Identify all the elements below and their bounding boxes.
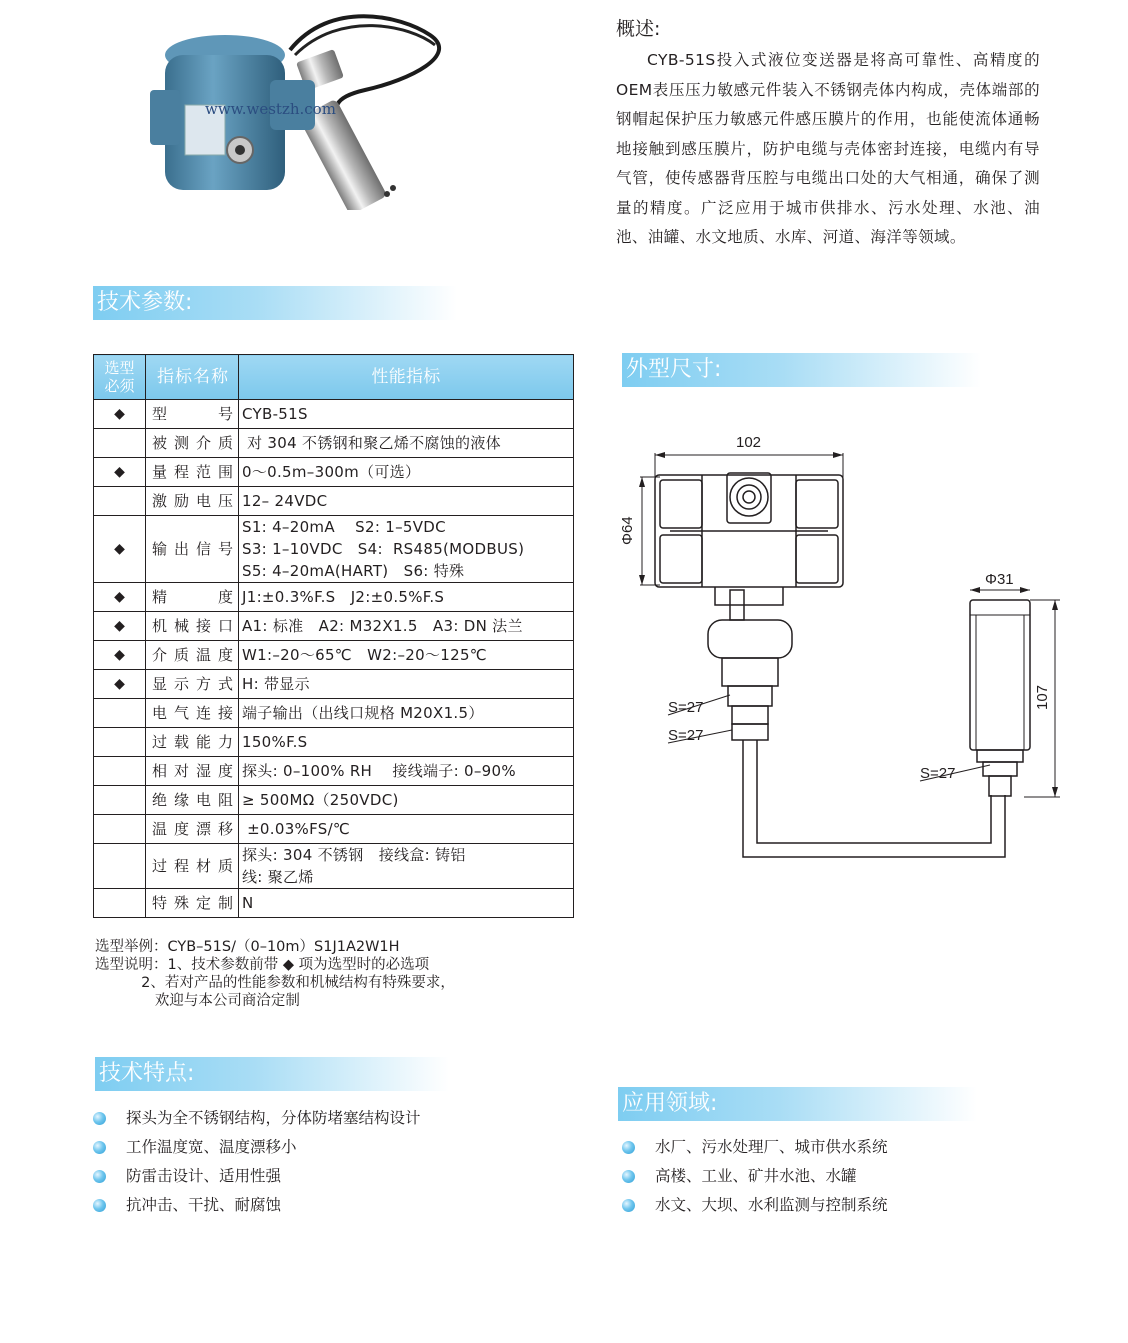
spec-value-line: CYB-51S: [242, 405, 308, 423]
spec-name: 温度漂移: [146, 815, 239, 844]
required-mark: ◆: [94, 641, 146, 670]
dimension-drawing: [600, 425, 1070, 875]
spec-value-line: S3: 1–10VDC S4: RS485(MODBUS): [242, 540, 525, 558]
features-banner: 技术特点:: [95, 1057, 449, 1091]
spec-name: 电气连接: [146, 699, 239, 728]
list-item-text: 水文、大坝、水利监测与控制系统: [655, 1196, 888, 1214]
header-required-line2: 必须: [104, 377, 135, 395]
table-row: [94, 458, 574, 487]
diameter-label: Φ64: [619, 516, 636, 545]
table-row: [94, 889, 574, 918]
list-item: [622, 1191, 888, 1220]
list-item: [622, 1133, 888, 1162]
required-mark: ◆: [94, 400, 146, 429]
spec-value-line: J1:±0.3%F.S J2:±0.5%F.S: [242, 588, 445, 606]
list-item: [93, 1104, 421, 1133]
spec-value: [239, 786, 574, 815]
bullet-icon: [622, 1199, 635, 1212]
spec-value: [239, 458, 574, 487]
table-row: [94, 728, 574, 757]
spec-value-line: 对 304 不锈钢和聚乙烯不腐蚀的液体: [242, 434, 501, 452]
required-mark: ◆: [94, 583, 146, 612]
spec-value-line: N: [242, 894, 254, 912]
bullet-icon: [93, 1199, 106, 1212]
selection-notes: [95, 938, 455, 1010]
bullet-icon: [93, 1170, 106, 1183]
spec-value: [239, 699, 574, 728]
required-mark: [94, 429, 146, 458]
probe-length-label: 107: [1034, 684, 1051, 710]
required-mark: [94, 786, 146, 815]
list-item-text: 抗冲击、干扰、耐腐蚀: [126, 1196, 282, 1214]
hex-label-1: S=27: [668, 699, 704, 716]
table-header-row: [94, 355, 574, 400]
selection-desc-1: 选型说明：1、技术参数前带 ◆ 项为选型时的必选项: [95, 957, 430, 973]
list-item: [93, 1191, 421, 1220]
required-mark: [94, 487, 146, 516]
header-name: 指标名称: [146, 355, 239, 400]
overview-title: 概述:: [616, 18, 661, 40]
bullet-icon: [622, 1141, 635, 1154]
product-photo: [130, 10, 510, 210]
features-list: [93, 1104, 421, 1220]
required-mark: [94, 728, 146, 757]
spec-name: 相对湿度: [146, 757, 239, 786]
required-mark: [94, 757, 146, 786]
spec-name: 过程材质: [146, 844, 239, 889]
spec-name: 激励电压: [146, 487, 239, 516]
spec-value: [239, 612, 574, 641]
spec-name: 过载能力: [146, 728, 239, 757]
table-row: [94, 429, 574, 458]
table-row: [94, 786, 574, 815]
list-item: [93, 1162, 421, 1191]
selection-example: 选型举例：CYB–51S/（0–10m）S1J1A2W1H: [95, 939, 400, 955]
spec-name: 机械接口: [146, 612, 239, 641]
spec-value-line: 150%F.S: [242, 733, 308, 751]
spec-value: [239, 728, 574, 757]
list-item-text: 高楼、工业、矿井水池、水罐: [655, 1167, 857, 1185]
required-mark: ◆: [94, 670, 146, 699]
spec-value-line: 端子输出（出线口规格 M20X1.5）: [242, 704, 484, 722]
spec-value-line: W1:–20～65℃ W2:–20～125℃: [242, 646, 487, 664]
spec-value: [239, 844, 574, 889]
spec-value-line: 探头: 0–100% RH 接线端子: 0–90%: [242, 762, 516, 780]
spec-value-line: ±0.03%FS/℃: [242, 820, 351, 838]
bullet-icon: [622, 1170, 635, 1183]
spec-value: [239, 429, 574, 458]
overview-text: CYB-51S投入式液位变送器是将高可靠性、高精度的OEM表压压力敏感元件装入不锈钢壳体内构成，壳体端部的钢帽起保护压力敏感元件感压膜片的作用，也能使流体通畅地接触到感压膜片，防护电缆与壳体密封连接，电缆内有导气管，使传感器背压腔与电缆出口处的大气相通，确保了测量的精度。广泛应用于城市供排水、污水处理、水池、油池、油罐、水文地质、水库、河道、海洋等领域。: [616, 51, 1040, 246]
table-row: [94, 487, 574, 516]
table-row: [94, 400, 574, 429]
list-item: [93, 1133, 421, 1162]
spec-value: [239, 641, 574, 670]
spec-value-line: 12– 24VDC: [242, 492, 328, 510]
spec-value-line: 线: 聚乙烯: [242, 868, 314, 886]
required-mark: ◆: [94, 612, 146, 641]
spec-value: [239, 516, 574, 583]
spec-value: [239, 400, 574, 429]
table-row: [94, 612, 574, 641]
bullet-icon: [93, 1112, 106, 1125]
width-label: 102: [736, 434, 762, 451]
list-item: [622, 1162, 888, 1191]
required-mark: [94, 844, 146, 889]
spec-name: 被测介质: [146, 429, 239, 458]
spec-name: 精度: [146, 583, 239, 612]
selection-desc-3: 欢迎与本公司商洽定制: [95, 993, 300, 1009]
spec-name: 介质温度: [146, 641, 239, 670]
header-required-line1: 选型: [104, 359, 135, 377]
applications-list: [622, 1133, 888, 1220]
spec-value: [239, 889, 574, 918]
hex-label-2: S=27: [668, 727, 704, 744]
required-mark: ◆: [94, 458, 146, 487]
required-mark: ◆: [94, 516, 146, 583]
list-item-text: 水厂、污水处理厂、城市供水系统: [655, 1138, 888, 1156]
spec-value-line: ≥ 500MΩ（250VDC): [242, 791, 399, 809]
required-mark: [94, 889, 146, 918]
spec-name: 绝缘电阻: [146, 786, 239, 815]
watermark: www.westzh.com: [205, 100, 336, 118]
required-mark: [94, 815, 146, 844]
table-row: [94, 844, 574, 889]
spec-value: [239, 757, 574, 786]
spec-value-line: 0～0.5m–300m（可选）: [242, 463, 421, 481]
spec-name: 输出信号: [146, 516, 239, 583]
spec-name: 显示方式: [146, 670, 239, 699]
spec-name: 特殊定制: [146, 889, 239, 918]
spec-value-line: 探头: 304 不锈钢 接线盒: 铸铝: [242, 846, 466, 864]
table-row: [94, 516, 574, 583]
list-item-text: 探头为全不锈钢结构，分体防堵塞结构设计: [126, 1109, 421, 1127]
list-item-text: 工作温度宽、温度漂移小: [126, 1138, 297, 1156]
spec-name: 型号: [146, 400, 239, 429]
bullet-icon: [93, 1141, 106, 1154]
spec-value-line: S1: 4–20mA S2: 1–5VDC: [242, 518, 446, 536]
tech-params-banner: 技术参数:: [93, 286, 457, 320]
table-row: [94, 670, 574, 699]
hex-label-3: S=27: [920, 765, 956, 782]
list-item-text: 防雷击设计、适用性强: [126, 1167, 282, 1185]
header-spec: 性能指标: [239, 355, 574, 400]
spec-value: [239, 670, 574, 699]
table-row: [94, 757, 574, 786]
spec-value: [239, 583, 574, 612]
table-row: [94, 815, 574, 844]
spec-name: 量程范围: [146, 458, 239, 487]
probe-diameter-label: Φ31: [985, 571, 1014, 588]
table-row: [94, 583, 574, 612]
header-required: [94, 355, 146, 400]
spec-value: [239, 487, 574, 516]
dimensions-banner: 外型尺寸:: [622, 353, 981, 387]
spec-value-line: H: 带显示: [242, 675, 310, 693]
applications-banner: 应用领域:: [618, 1087, 977, 1121]
selection-desc-2: 2、若对产品的性能参数和机械结构有特殊要求，: [95, 975, 455, 991]
required-mark: [94, 699, 146, 728]
table-row: [94, 699, 574, 728]
spec-table: [93, 354, 574, 918]
table-row: [94, 641, 574, 670]
spec-value-line: A1: 标准 A2: M32X1.5 A3: DN 法兰: [242, 617, 523, 635]
spec-value: [239, 815, 574, 844]
spec-value-line: S5: 4–20mA(HART) S6: 特殊: [242, 562, 465, 580]
